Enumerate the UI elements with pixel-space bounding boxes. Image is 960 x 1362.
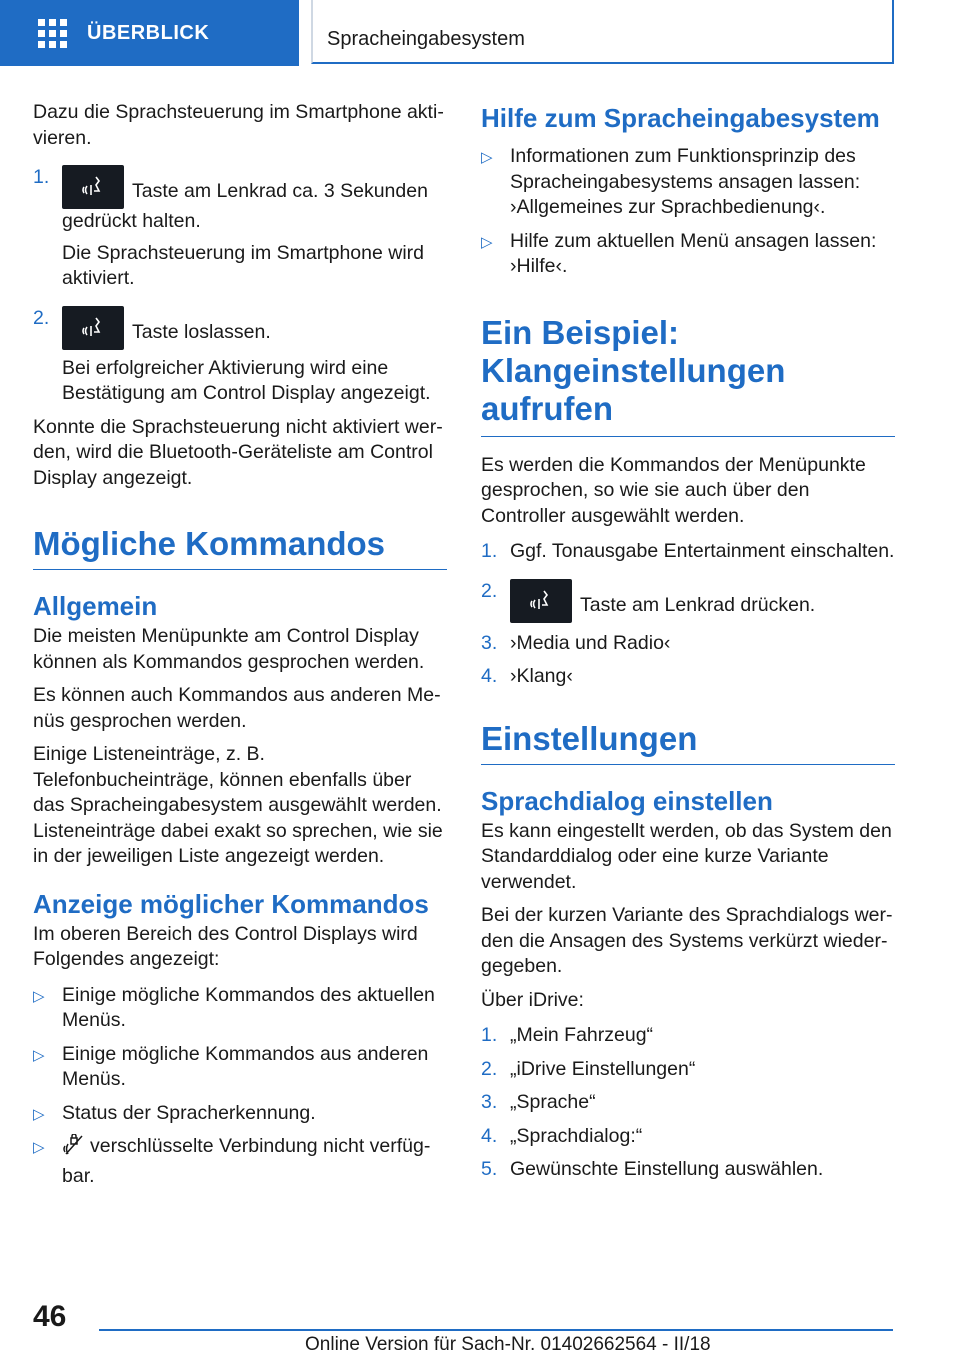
dialog-paragraph: Über iDrive: [481,988,584,1011]
heading-general: Allgemein [33,591,158,621]
overview-tab-label: ÜBERBLICK [87,21,210,44]
step-subtext: Die Sprachsteuerung im Smartphone wird aktiviert. [62,241,425,289]
grid-menu-icon [38,19,67,48]
step-text: Taste am Lenkrad drücken. [580,593,816,616]
bullet-triangle-icon: ▷ [481,149,493,166]
heading-settings: Einstellungen [481,720,895,765]
general-paragraph: Einige Listeneinträge, z. B. Telefonbucheinträge, können ebenfalls über das Spracheingabesystem ausgewählt werden. Listeneinträge dabei exakt so sprechen, wie sie in der jeweiligen Liste angezeigt werden. [33,743,443,867]
general-paragraph: Es können auch Kommandos aus anderen Menüs gesprochen werden. [33,684,441,732]
step-item [481,579,895,623]
dialog-paragraph: Bei der kurzen Variante des Sprachdialogs werden die Ansagen des Systems verkürzt wiedergegeben. [481,904,893,977]
bullet-triangle-icon: ▷ [33,1105,45,1123]
intro-text: Dazu die Sprachsteuerung im Smartphone aktivieren. [33,101,444,149]
step-number: 1. [481,1024,498,1046]
example-intro: Es werden die Kommandos der Menüpunkte gesprochen, so wie sie auch über den Controller ausgewählt werden. [481,453,866,527]
step-number: 4. [481,665,498,687]
step-text: „iDrive Einstellungen“ [510,1057,696,1080]
step-text: „Mein Fahrzeug“ [510,1024,654,1046]
voice-button-icon [62,306,124,350]
bullet-triangle-icon: ▷ [481,233,493,251]
bullet-triangle-icon: ▷ [33,1139,45,1156]
step-number: 3. [481,631,498,654]
bullet-text: Hilfe zum aktuellen Menü ansagen lassen: ›Hilfe‹. [510,229,877,277]
general-paragraph: Die meisten Menüpunkte am Control Display können als Kommandos gesprochen werden. [33,625,425,673]
step-text: Gewünschte Einstellung auswählen. [510,1158,824,1180]
voice-button-icon [62,165,124,209]
step-item [33,165,447,292]
list-item [481,144,895,221]
step-number: 2. [33,306,50,329]
step-item [481,539,895,565]
page-number: 46 [33,1300,67,1333]
heading-help: Hilfe zum Spracheingabesystem [481,103,880,133]
list-item [481,229,895,280]
footer-divider [99,1329,893,1331]
bullet-text: Status der Spracherkennung. [62,1101,316,1124]
bullet-triangle-icon: ▷ [33,987,45,1005]
step-item [33,306,447,407]
bullet-text: Einige mögliche Kommandos aus anderen Menüs. [62,1042,429,1090]
step-text: Ggf. Tonausgabe Entertainment einschalten. [510,540,895,562]
bullet-text: Einige mögliche Kommandos des aktuellen Menüs. [62,983,435,1031]
step-item [481,631,895,657]
heading-possible-commands: Mögliche Kommandos [33,525,447,570]
bullet-text: Informationen zum Funktionsprinzip des Spracheingabesystems ansagen lassen: ›Allgemeines zur Sprachbedienung‹. [510,145,861,218]
step-text: ›Klang‹ [510,665,573,687]
heading-example: Ein Beispiel: Klangeinstellungen aufrufen [481,314,895,437]
step-item [481,1124,895,1150]
step-text: „Sprache“ [510,1091,596,1113]
step-number: 1. [33,166,50,188]
no-encryption-icon [62,1134,86,1164]
step-item [481,664,895,690]
right-column [481,102,895,1191]
dialog-paragraph: Es kann eingestellt werden, ob das System den Standarddialog oder eine kurze Variante verwendet. [481,819,892,893]
step-number: 1. [481,540,498,562]
display-intro: Im oberen Bereich des Control Displays wird Folgendes angezeigt: [33,922,418,970]
section-title: Spracheingabesystem [327,28,525,50]
list-item [33,1101,447,1127]
list-item [33,1042,447,1093]
step-number: 3. [481,1091,498,1113]
list-item [33,1134,447,1189]
step-item [481,1023,895,1049]
step-number: 2. [481,579,498,602]
footer-text: Online Version für Sach-Nr. 01402662564 - II/18 [305,1334,711,1355]
step-number: 2. [481,1057,498,1080]
list-item [33,983,447,1034]
step-item [481,1057,895,1083]
bullet-text: verschlüsselte Verbindung nicht verfügbar. [62,1135,431,1187]
step-item [481,1090,895,1116]
step-subtext: Bei erfolgreicher Aktivierung wird eine Bestätigung am Control Display angezeigt. [62,356,431,404]
bullet-triangle-icon: ▷ [33,1046,45,1064]
step-text: Taste loslassen. [132,320,271,343]
step-text: „Sprachdialog:“ [510,1124,643,1147]
step-text: Taste am Lenkrad ca. 3 Sekunden gedrückt halten. [62,180,428,232]
voice-button-icon [510,579,572,623]
heading-voice-dialog: Sprachdialog einstellen [481,785,773,816]
left-column [33,100,447,1197]
step-number: 4. [481,1124,498,1147]
heading-display-commands: Anzeige möglicher Kommandos [33,888,429,919]
note-text: Konnte die Sprachsteuerung nicht aktiviert werden, wird die Bluetooth-Geräteliste am Control Display angezeigt. [33,415,443,489]
section-header [311,0,894,64]
step-number: 5. [481,1158,498,1180]
step-text: ›Media und Radio‹ [510,631,671,654]
overview-tab[interactable] [0,0,299,66]
step-item [481,1157,895,1183]
